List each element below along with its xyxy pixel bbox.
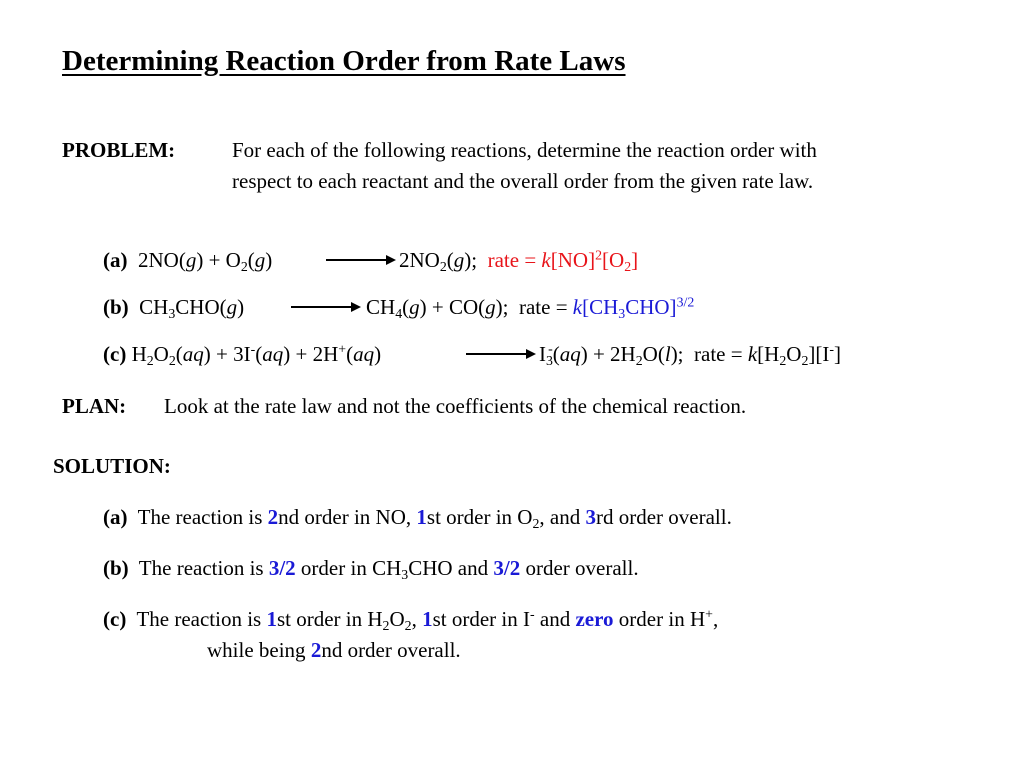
solution-c: (c) The reaction is 1st order in $H_2O_2$, 1st order in I- and zero order in H+,: [103, 606, 719, 634]
solution-b-label: (b): [103, 556, 129, 580]
problem-label: PROBLEM:: [62, 138, 176, 162]
reaction-a-rate-law: rate = $k[NO]^2[O_2]$: [487, 247, 639, 275]
reaction-b-reactants: (b) $CH_3CHO(g)$: [103, 295, 245, 322]
solution-a-label: (a): [103, 505, 128, 529]
reaction-b-arrow: [291, 301, 361, 313]
reaction-c-label: (c): [103, 342, 127, 366]
reaction-a-reactants: (a) $2NO(g) + O_2(g)$: [103, 248, 273, 275]
solution-c-label: (c): [103, 607, 127, 631]
problem-text-line2: respect to each reactant and the overall order from the given rate law.: [232, 169, 814, 193]
page-title: Determining Reaction Order from Rate Laws: [62, 45, 626, 77]
solution-c-line2: while being 2nd order overall.: [207, 638, 461, 662]
solution-b: (b) The reaction is 3/2 order in $CH_3CHO$ and 3/2 order overall.: [103, 556, 639, 583]
reaction-c-arrow: [466, 348, 536, 360]
plan-text: Look at the rate law and not the coefficients of the chemical reaction.: [164, 394, 747, 418]
plan-label: PLAN:: [62, 394, 127, 418]
reaction-a-label: (a): [103, 248, 128, 272]
reaction-c-products: $I_3^-(aq) + 2H_2O(l)$; rate = $k[H_2O_2][I^-]$: [539, 341, 841, 369]
reaction-b-products: $CH_4(g) + CO(g)$; rate = $k[CH_3CHO]^{3/2}$: [366, 294, 695, 322]
solution-a: (a) The reaction is 2nd order in NO, 1st order in $O_2$, and 3rd order overall.: [103, 505, 732, 532]
reaction-b-rate-law: rate = $k[CH_3CHO]^{3/2}$: [518, 294, 695, 322]
solution-label: SOLUTION:: [53, 454, 171, 478]
reaction-b-label: (b): [103, 295, 129, 319]
reaction-a-products: $2NO_2(g)$; rate = $k[NO]^2[O_2]$: [399, 247, 639, 275]
reaction-c-reactants: (c) $H_2O_2(aq) + 3I^-(aq) + 2H^+(aq)$: [103, 341, 382, 369]
problem-text-line1: For each of the following reactions, determine the reaction order with: [232, 138, 817, 162]
reaction-a-arrow: [326, 254, 396, 266]
reaction-c-rate-law: rate = $k[H_2O_2][I^-]$: [694, 341, 841, 369]
